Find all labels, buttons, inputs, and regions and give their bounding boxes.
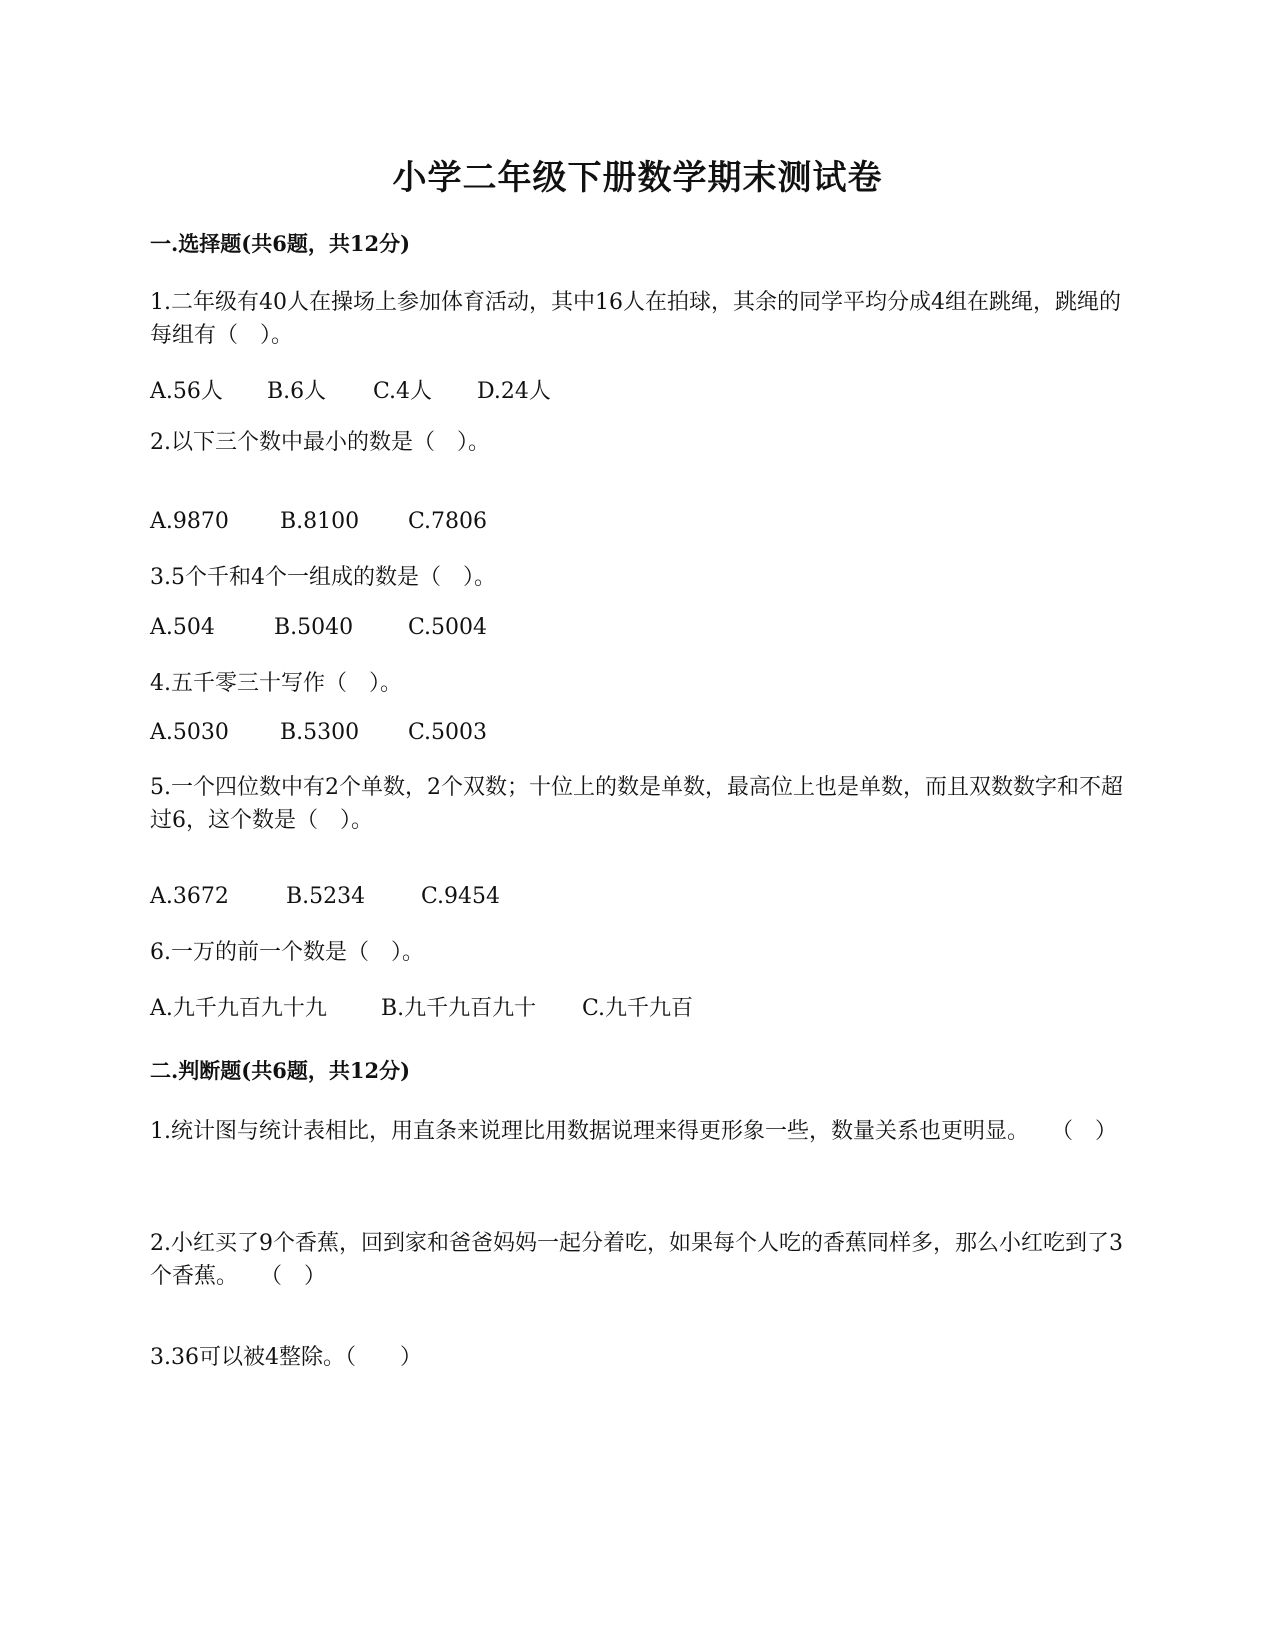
option-a: A.5030 (150, 720, 229, 745)
option-b: B.6人 (267, 379, 327, 404)
option-c: C.4人 (373, 379, 433, 404)
question-text: 2.小红买了9个香蕉，回到家和爸爸妈妈一起分着吃，如果每个人吃的香蕉同样多，那么小红吃到了3个香蕉。 （ ） (150, 1231, 1123, 1289)
option-a: A.504 (150, 615, 215, 640)
page-title: 小学二年级下册数学期末测试卷 (392, 158, 883, 198)
section-heading-choice: 一.选择题(共6题，共12分) (150, 231, 411, 256)
option-b: B.九千九百九十 (381, 996, 537, 1021)
option-c: C.7806 (408, 509, 488, 534)
option-c: C.5004 (408, 615, 488, 640)
options-row (150, 509, 487, 534)
option-a: A.56人 (150, 379, 223, 404)
options-row (150, 720, 487, 745)
options-row (150, 615, 487, 640)
option-b: B.5234 (286, 884, 366, 909)
question-text: 1.二年级有40人在操场上参加体育活动，其中16人在拍球，其余的同学平均分成4组在跳绳，跳绳的每组有（ ）。 (150, 290, 1121, 348)
question-text: 3.5个千和4个一组成的数是（ ）。 (150, 565, 496, 590)
question-text: 3.36可以被4整除。（ ） (150, 1345, 422, 1370)
section-heading-judgment: 二.判断题(共6题，共12分) (150, 1058, 411, 1083)
option-a: A.3672 (150, 884, 229, 909)
options-row (150, 884, 500, 909)
options-row (150, 374, 551, 405)
option-c: C.九千九百 (582, 996, 694, 1021)
options-row (150, 991, 693, 1022)
option-b: B.8100 (280, 509, 360, 534)
option-b: B.5040 (274, 615, 354, 640)
option-a: A.9870 (150, 509, 229, 534)
option-c: C.5003 (408, 720, 488, 745)
question-text: 1.统计图与统计表相比，用直条来说理比用数据说理来得更形象一些，数量关系也更明显。 （ ） (150, 1119, 1117, 1144)
question-text: 6.一万的前一个数是（ ）。 (150, 940, 424, 965)
option-b: B.5300 (280, 720, 360, 745)
option-c: C.9454 (421, 884, 501, 909)
option-d: D.24人 (477, 379, 551, 404)
question-text: 4.五千零三十写作（ ）。 (150, 671, 402, 696)
question-text: 5.一个四位数中有2个单数，2个双数；十位上的数是单数，最高位上也是单数，而且双数数字和不超过6，这个数是（ ）。 (150, 775, 1123, 833)
option-a: A.九千九百九十九 (150, 996, 327, 1021)
question-text: 2.以下三个数中最小的数是（ ）。 (150, 430, 490, 455)
